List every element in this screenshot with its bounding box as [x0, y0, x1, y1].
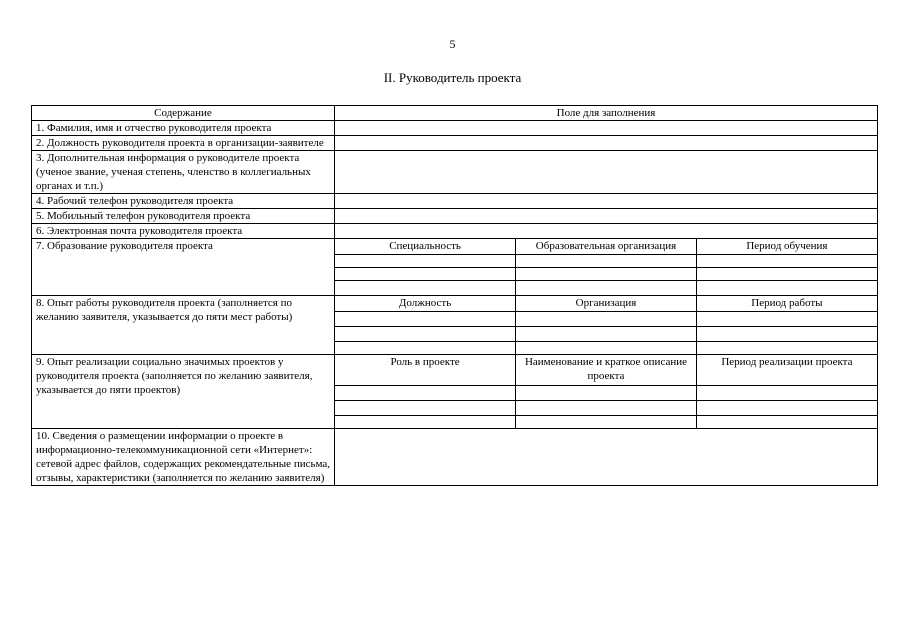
projects-col-role: Роль в проекте	[335, 355, 516, 385]
fill-field-position[interactable]	[335, 136, 878, 151]
education-cell[interactable]	[516, 280, 697, 295]
row-label-email: 6. Электронная почта руководителя проекта	[32, 224, 335, 239]
experience-cell[interactable]	[696, 326, 877, 341]
education-col-specialty: Специальность	[335, 239, 516, 254]
row-label-work-phone: 4. Рабочий телефон руководителя проекта	[32, 194, 335, 209]
table-row	[32, 194, 878, 209]
header-content: Содержание	[32, 106, 335, 121]
row-label-additional-info: 3. Дополнительная информация о руководителе проекта (ученое звание, ученая степень, членство в коллегиальных органах и т.п.)	[32, 151, 335, 194]
experience-cell[interactable]	[516, 311, 697, 326]
education-cell[interactable]	[516, 267, 697, 280]
projects-cell[interactable]	[335, 385, 516, 400]
page-number: 5	[449, 37, 456, 51]
projects-cell[interactable]	[516, 385, 697, 400]
table-row	[32, 151, 878, 194]
row-label-education: 7. Образование руководителя проекта	[32, 239, 335, 296]
education-cell[interactable]	[335, 254, 516, 267]
project-leader-table	[31, 105, 878, 486]
projects-subtable-cell	[335, 355, 878, 429]
experience-cell[interactable]	[516, 326, 697, 341]
education-cell[interactable]	[516, 254, 697, 267]
experience-cell[interactable]	[696, 311, 877, 326]
table-row	[32, 296, 878, 355]
projects-subtable	[335, 355, 877, 428]
table-row	[32, 355, 878, 429]
education-cell[interactable]	[335, 267, 516, 280]
row-label-internet-info: 10. Сведения о размещении информации о проекте в информационно-телекоммуникационной сети «Интернет»: сетевой адрес файлов, содержащих рекомендательные письма, отзывы, характеристики (заполняется по желанию заявителя)	[32, 429, 335, 486]
fill-field-mobile-phone[interactable]	[335, 209, 878, 224]
projects-col-description: Наименование и краткое описание проекта	[516, 355, 697, 385]
row-label-full-name: 1. Фамилия, имя и отчество руководителя проекта	[32, 121, 335, 136]
education-subtable-cell	[335, 239, 878, 296]
projects-cell[interactable]	[696, 415, 877, 428]
row-label-mobile-phone: 5. Мобильный телефон руководителя проекта	[32, 209, 335, 224]
experience-col-position: Должность	[335, 296, 516, 311]
education-cell[interactable]	[696, 267, 877, 280]
fill-field-work-phone[interactable]	[335, 194, 878, 209]
experience-cell[interactable]	[335, 326, 516, 341]
fill-field-full-name[interactable]	[335, 121, 878, 136]
projects-cell[interactable]	[516, 415, 697, 428]
experience-cell[interactable]	[335, 341, 516, 354]
fill-field-additional-info[interactable]	[335, 151, 878, 194]
experience-col-organization: Организация	[516, 296, 697, 311]
table-row	[32, 209, 878, 224]
table-row	[32, 429, 878, 486]
table-row	[32, 239, 878, 296]
education-cell[interactable]	[696, 280, 877, 295]
experience-col-period: Период работы	[696, 296, 877, 311]
experience-subtable	[335, 296, 877, 354]
header-field: Поле для заполнения	[335, 106, 878, 121]
experience-cell[interactable]	[335, 311, 516, 326]
table-row	[32, 224, 878, 239]
education-subtable	[335, 239, 877, 295]
projects-col-period: Период реализации проекта	[696, 355, 877, 385]
experience-cell[interactable]	[516, 341, 697, 354]
education-cell[interactable]	[696, 254, 877, 267]
table-row	[32, 121, 878, 136]
education-cell[interactable]	[335, 280, 516, 295]
projects-cell[interactable]	[335, 400, 516, 415]
projects-cell[interactable]	[696, 385, 877, 400]
education-col-period: Период обучения	[696, 239, 877, 254]
table-header-row	[32, 106, 878, 121]
projects-cell[interactable]	[335, 415, 516, 428]
table-row	[32, 136, 878, 151]
projects-cell[interactable]	[696, 400, 877, 415]
experience-cell[interactable]	[696, 341, 877, 354]
section-title: II. Руководитель проекта	[383, 70, 522, 85]
row-label-projects-experience: 9. Опыт реализации социально значимых проектов у руководителя проекта (заполняется по желанию заявителя, указывается до пяти проектов)	[32, 355, 335, 429]
projects-cell[interactable]	[516, 400, 697, 415]
experience-subtable-cell	[335, 296, 878, 355]
fill-field-email[interactable]	[335, 224, 878, 239]
row-label-work-experience: 8. Опыт работы руководителя проекта (заполняется по желанию заявителя, указывается до пяти мест работы)	[32, 296, 335, 355]
education-col-institution: Образовательная организация	[516, 239, 697, 254]
fill-field-internet-info[interactable]	[335, 429, 878, 486]
row-label-position: 2. Должность руководителя проекта в организации-заявителе	[32, 136, 335, 151]
